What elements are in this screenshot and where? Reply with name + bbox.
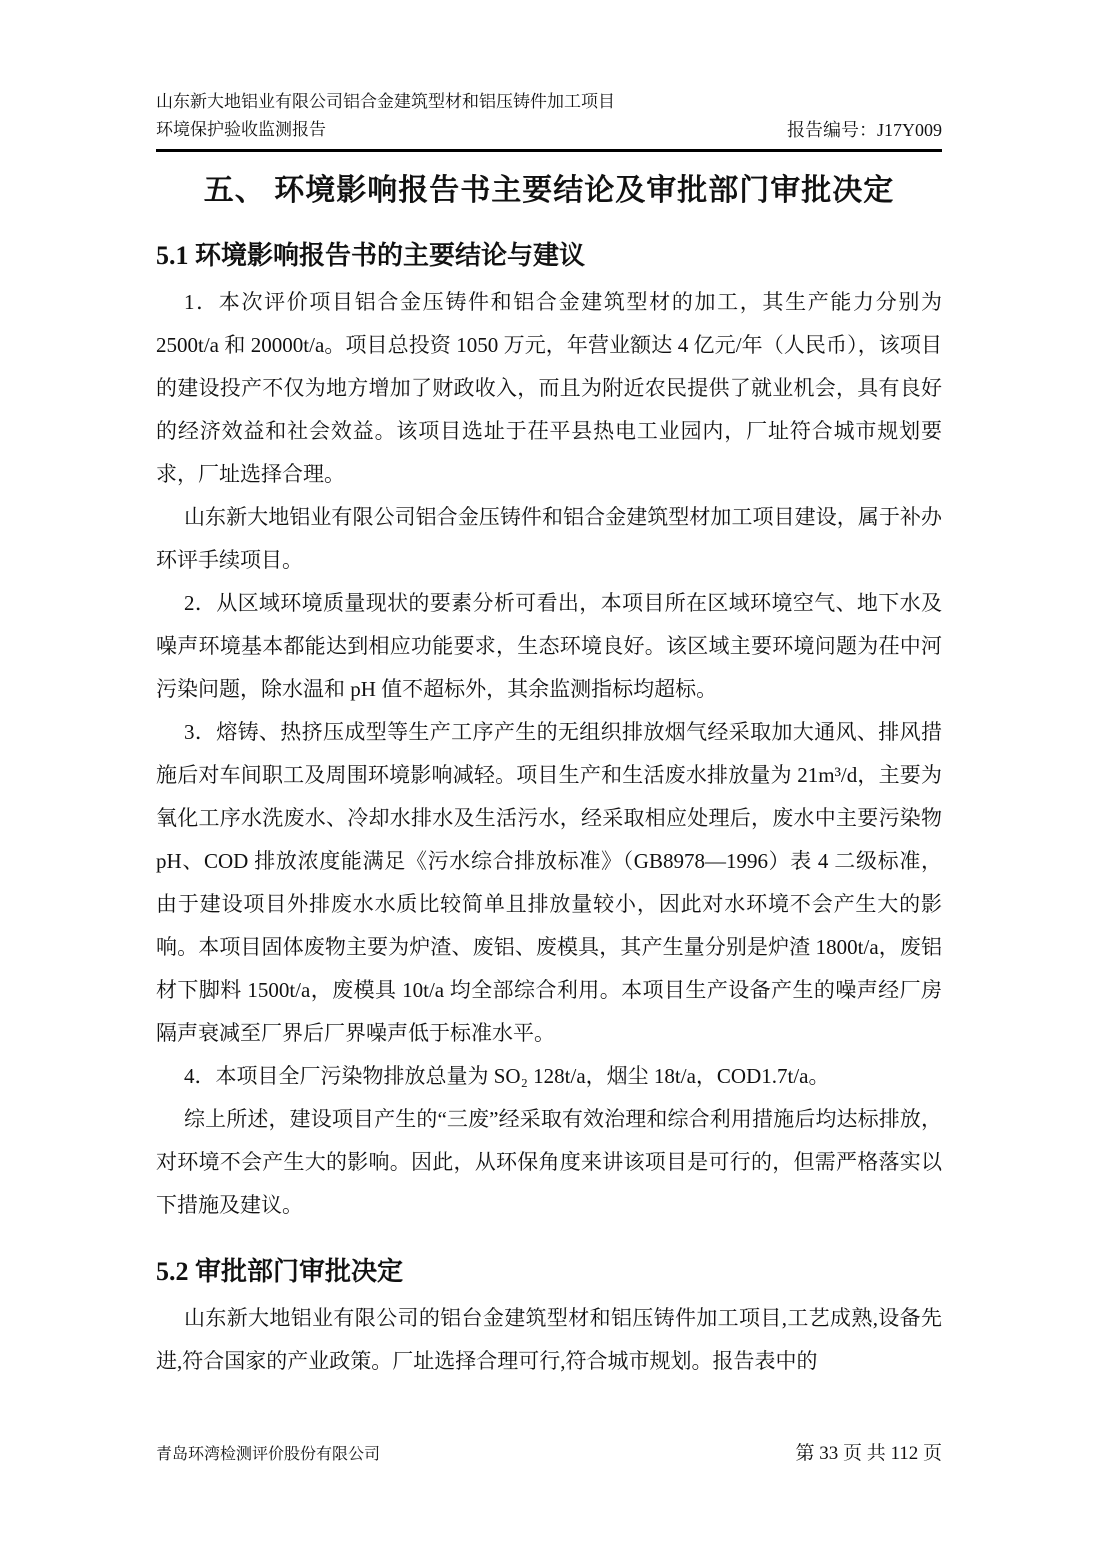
header-report-number: 报告编号：J17Y009 xyxy=(786,120,942,141)
header-second-row xyxy=(156,116,942,144)
header-report-type: 环境保护验收监测报告 xyxy=(156,120,326,140)
section-5-1-paragraph-4: 3．熔铸、热挤压成型等生产工序产生的无组织排放烟气经采取加大通风、排风措施后对车间职工及周围环境影响减轻。项目生产和生活废水排放量为 21m³/d，主要为氧化工序水洗废水、冷却水排水及生活污水，经采取相应处理后，废水中主要污染物 pH、COD 排放浓度能满足《污水综合排放标准》（GB8978—1996）表 4 二级标准，由于建设项目外排废水水质比较简单且排放量较小，因此对水环境不会产生大的影响。本项目固体废物主要为炉渣、废铝、废模具，其产生量分别是炉渣 1800t/a，废铝材下脚料 1500t/a，废模具 10t/a 均全部综合利用。本项目生产设备产生的噪声经厂房隔声衰减至厂界后厂界噪声低于标准水平。 xyxy=(156,720,942,1046)
section-5-1-paragraph-2: 山东新大地铝业有限公司铝合金压铸件和铝合金建筑型材加工项目建设，属于补办环评手续项目。 xyxy=(156,505,942,573)
section-5-1-heading: 5.1 环境影响报告书的主要结论与建议 xyxy=(156,241,586,271)
section-5-2-heading: 5.2 审批部门审批决定 xyxy=(156,1257,404,1287)
section-5-1-paragraph-3: 2．从区域环境质量现状的要素分析可看出，本项目所在区域环境空气、地下水及噪声环境基本都能达到相应功能要求，生态环境良好。该区域主要环境问题为茌中河污染问题，除水温和 pH 值不超标外，其余监测指标均超标。 xyxy=(156,591,942,702)
section-5-2-paragraph-1: 山东新大地铝业有限公司的铝台金建筑型材和铝压铸件加工项目,工艺成熟,设备先进,符合国家的产业政策。厂址选择合理可行,符合城市规划。报告表中的 xyxy=(156,1306,942,1374)
chapter-title: 五、 环境影响报告书主要结论及审批部门审批决定 xyxy=(203,174,895,208)
document-footer xyxy=(156,1438,942,1465)
section-5-1-paragraph-6: 综上所述，建设项目产生的“三废”经采取有效治理和综合利用措施后均达标排放，对环境不会产生大的影响。因此，从环保角度来讲该项目是可行的，但需严格落实以下措施及建议。 xyxy=(156,1107,942,1218)
section-5-1-paragraph-5: 4．本项目全厂污染物排放总量为 SO₂ 128t/a，烟尘 18t/a，COD1.7t/a。 xyxy=(184,1064,830,1089)
header-project-title: 山东新大地铝业有限公司铝合金建筑型材和铝压铸件加工项目 xyxy=(156,92,615,111)
page-content xyxy=(156,88,942,1383)
section-5-1-paragraph-1: 1．本次评价项目铝合金压铸件和铝合金建筑型材的加工，其生产能力分别为 2500t/a 和 20000t/a。项目总投资 1050 万元，年营业额达 4 亿元/年（人民币），该项目的建设投产不仅为地方增加了财政收入，而且为附近农民提供了就业机会，具有良好的经济效益和社会效益。该项目选址于茌平县热电工业园内，厂址符合城市规划要求，厂址选择合理。 xyxy=(156,290,942,487)
footer-company-name: 青岛环湾检测评价股份有限公司 xyxy=(156,1446,381,1463)
document-header xyxy=(156,88,942,152)
footer-page-number: 第 33 页 共 112 页 xyxy=(795,1443,942,1464)
